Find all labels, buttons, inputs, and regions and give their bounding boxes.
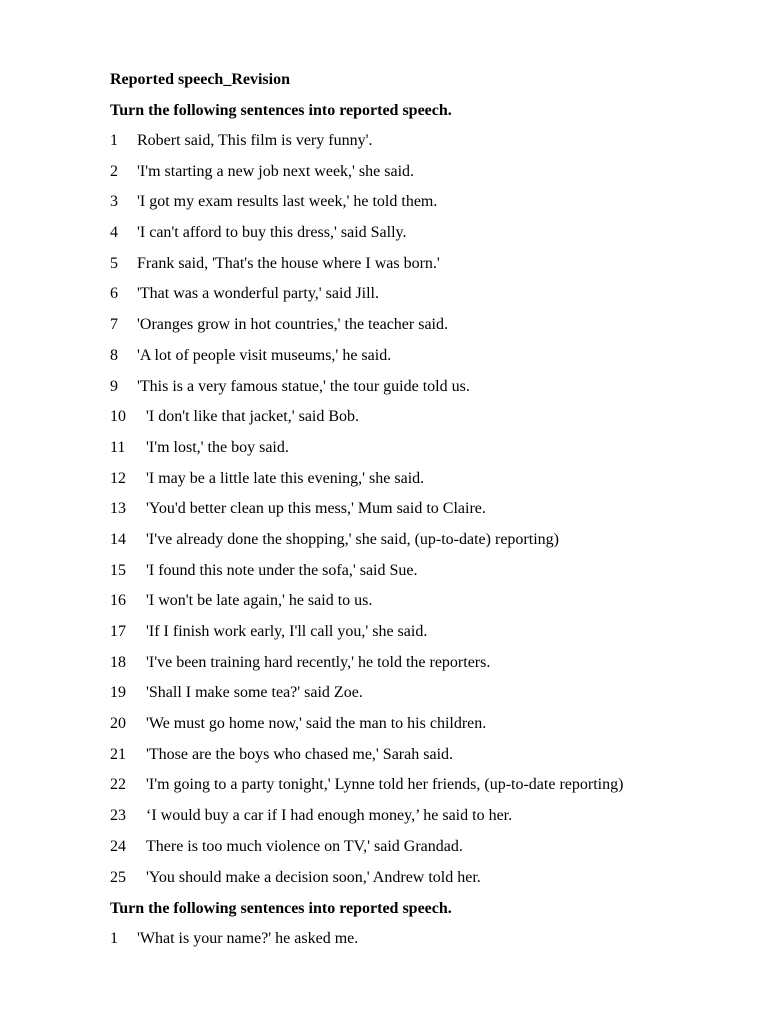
exercise-sentence: 'We must go home now,' said the man to his children. [146, 715, 487, 733]
exercise-number: 3 [110, 193, 118, 211]
exercise-sentence: 'What is your name?' he asked me. [137, 929, 359, 947]
exercise-item [110, 374, 728, 400]
exercise-item [110, 159, 728, 185]
exercise-item [110, 558, 728, 584]
exercise-item [110, 650, 728, 676]
exercise-item [110, 742, 728, 768]
exercise-sentence: There is too much violence on TV,' said Grandad. [146, 837, 463, 855]
exercise-item [110, 711, 728, 737]
exercise-sentence: 'I may be a little late this evening,' she said. [146, 469, 425, 487]
exercise-item [110, 865, 728, 891]
exercise-sentence: ‘I would buy a car if I had enough money,’ he said to her. [146, 807, 513, 825]
exercise-number: 4 [110, 224, 118, 242]
exercise-number: 1 [110, 929, 118, 947]
exercise-sentence: 'You should make a decision soon,' Andrew told her. [146, 868, 481, 886]
exercise-number: 17 [110, 623, 126, 640]
exercise-number: 15 [110, 561, 126, 579]
exercise-number: 18 [110, 653, 126, 671]
exercise-sentence: 'Shall I make some tea?' said Zoe. [146, 684, 363, 702]
exercise-number: 25 [110, 868, 126, 886]
exercise-sentence: 'I don't like that jacket,' said Bob. [146, 408, 360, 426]
exercise-number: 22 [110, 776, 126, 794]
exercise-number: 21 [110, 745, 126, 763]
exercise-sentence: 'Oranges grow in hot countries,' the teacher said. [137, 316, 448, 334]
exercise-item [110, 281, 728, 307]
exercise-number: 11 [110, 438, 126, 456]
exercise-sentence: 'Those are the boys who chased me,' Sarah said. [146, 745, 454, 763]
exercise-number: 10 [110, 408, 126, 426]
exercise-item [110, 496, 728, 522]
document-title: Reported speech_Revision [110, 71, 290, 88]
exercise-number: 7 [110, 316, 118, 334]
exercise-number: 1 [110, 132, 118, 149]
exercise-sentence: 'I've already done the shopping,' she said, (up-to-date) reporting) [146, 530, 559, 548]
exercise-sentence: 'I'm starting a new job next week,' she said. [137, 162, 415, 180]
exercise-item [110, 834, 728, 860]
exercise-number: 19 [110, 684, 126, 702]
exercise-number: 14 [110, 530, 126, 548]
exercise-number: 8 [110, 346, 118, 364]
exercise-sentence: Frank said, 'That's the house where I was born.' [137, 254, 440, 272]
exercise-sentence: 'This is a very famous statue,' the tour guide told us. [137, 377, 470, 395]
exercise-number: 23 [110, 807, 126, 825]
exercise-number: 2 [110, 162, 118, 180]
exercise-item [110, 926, 728, 952]
exercise-sentence: 'I'm lost,' the boy said. [146, 438, 289, 456]
exercise-sentence: 'I've been training hard recently,' he told the reporters. [146, 653, 491, 671]
exercise-item [110, 435, 728, 461]
exercise-item [110, 466, 728, 492]
exercise-item [110, 251, 728, 277]
exercise-number: 6 [110, 285, 118, 303]
exercise-number: 12 [110, 469, 126, 487]
exercise-item [110, 772, 728, 798]
exercise-number: 9 [110, 377, 118, 395]
exercise-item [110, 680, 728, 706]
exercise-sentence: 'A lot of people visit museums,' he said. [137, 346, 392, 364]
section-1-exercise-list [110, 128, 728, 891]
exercise-item [110, 803, 728, 829]
exercise-sentence: 'I got my exam results last week,' he told them. [137, 193, 438, 211]
exercise-number: 16 [110, 592, 126, 610]
exercise-item [110, 343, 728, 369]
exercise-item [110, 527, 728, 553]
exercise-sentence: 'If I finish work early, I'll call you,' she said. [146, 623, 428, 640]
exercise-sentence: 'I'm going to a party tonight,' Lynne told her friends, (up-to-date reporting) [146, 776, 624, 794]
section-2-exercise-list [110, 926, 728, 952]
exercise-sentence: Robert said, This film is very funny'. [137, 132, 373, 149]
exercise-sentence: 'You'd better clean up this mess,' Mum said to Claire. [146, 500, 486, 518]
exercise-sentence: 'That was a wonderful party,' said Jill. [137, 285, 379, 303]
section-2-instruction: Turn the following sentences into reported speech. [110, 899, 452, 917]
exercise-number: 20 [110, 715, 126, 733]
exercise-sentence: 'I can't afford to buy this dress,' said Sally. [137, 224, 407, 242]
exercise-sentence: 'I won't be late again,' he said to us. [146, 592, 373, 610]
exercise-item [110, 619, 728, 645]
exercise-item [110, 128, 728, 154]
exercise-item [110, 404, 728, 430]
exercise-number: 13 [110, 500, 126, 518]
section-1-instruction: Turn the following sentences into reported speech. [110, 102, 452, 119]
exercise-item [110, 588, 728, 614]
exercise-sentence: 'I found this note under the sofa,' said Sue. [146, 561, 418, 579]
exercise-item [110, 220, 728, 246]
exercise-number: 5 [110, 254, 118, 272]
exercise-item [110, 189, 728, 215]
exercise-item [110, 312, 728, 338]
exercise-number: 24 [110, 837, 126, 855]
